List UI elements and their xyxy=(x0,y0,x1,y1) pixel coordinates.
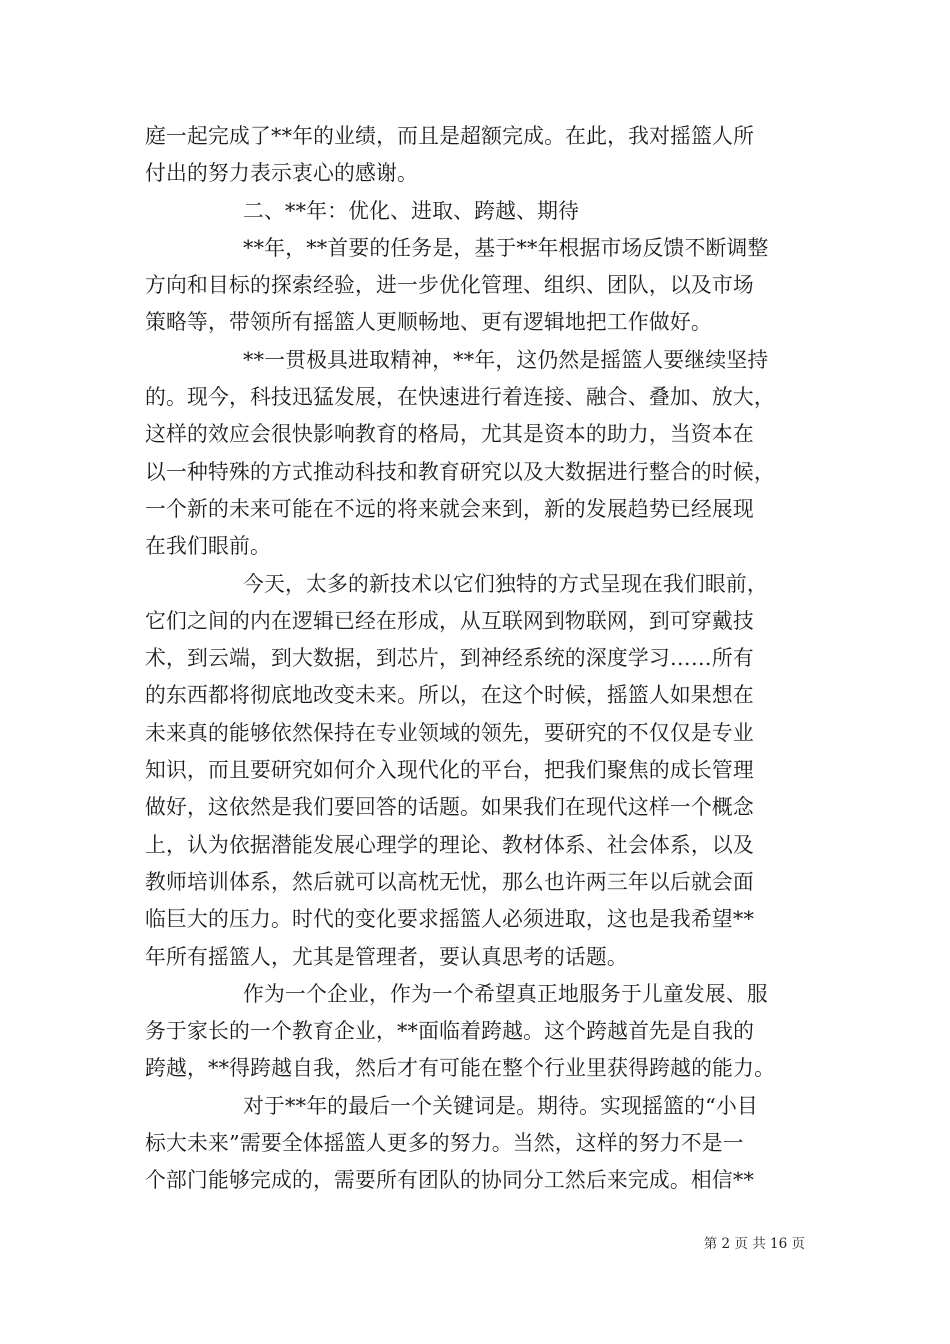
text-line: 这样的效应会很快影响教育的格局，尤其是资本的助力，当资本在 xyxy=(145,422,754,447)
text-line: 未来真的能够依然保持在专业领域的领先，要研究的不仅仅是专业 xyxy=(145,720,754,745)
text-line: 一个新的未来可能在不远的将来就会来到，新的发展趋势已经展现 xyxy=(145,496,754,521)
text-line: 教师培训体系，然后就可以高枕无忧，那么也许两三年以后就会面 xyxy=(145,869,754,894)
text-line: 的。现今，科技迅猛发展，在快速进行着连接、融合、叠加、放大， xyxy=(145,385,775,410)
text-line: 策略等，带领所有摇篮人更顺畅地、更有逻辑地把工作做好。 xyxy=(145,310,712,335)
text-line: 在我们眼前。 xyxy=(145,534,271,559)
text-line: 术，到云端，到大数据，到芯片，到神经系统的深度学习……所有 xyxy=(145,646,754,671)
page-number: 第 2 页 共 16 页 xyxy=(703,1236,805,1252)
text-line: 的东西都将彻底地改变未来。所以，在这个时候，摇篮人如果想在 xyxy=(145,683,754,708)
text-line: 以一种特殊的方式推动科技和教育研究以及大数据进行整合的时候， xyxy=(145,459,775,484)
text-line: 知识，而且要研究如何介入现代化的平台，把我们聚焦的成长管理 xyxy=(145,758,754,783)
text-line: 庭一起完成了**年的业绩，而且是超额完成。在此，我对摇篮人所 xyxy=(145,124,755,148)
text-line: 个部门能够完成的，需要所有团队的协同分工然后来完成。相信** xyxy=(145,1168,755,1193)
text-line: 付出的努力表示衷心的感谢。 xyxy=(145,161,418,186)
text-line: 标大未来”需要全体摇篮人更多的努力。当然，这样的努力不是一 xyxy=(145,1131,744,1156)
text-line: 临巨大的压力。时代的变化要求摇篮人必须进取，这也是我希望** xyxy=(145,907,755,932)
text-line: 方向和目标的探索经验，进一步优化管理、组织、团队，以及市场 xyxy=(145,273,754,298)
section-heading: 二、**年：优化、进取、跨越、期待 xyxy=(243,198,580,223)
text-line: 今天，太多的新技术以它们独特的方式呈现在我们眼前， xyxy=(243,571,768,596)
text-line: 年所有摇篮人，尤其是管理者，要认真思考的话题。 xyxy=(145,944,628,969)
document-body xyxy=(145,118,805,1200)
text-line: **一贯极具进取精神，**年，这仍然是摇篮人要继续坚持 xyxy=(243,347,769,372)
text-line: 对于**年的最后一个关键词是。期待。实现摇篮的“小目 xyxy=(243,1093,758,1118)
text-line: 它们之间的内在逻辑已经在形成，从互联网到物联网，到可穿戴技 xyxy=(145,608,754,633)
text-line: 作为一个企业，作为一个希望真正地服务于儿童发展、服 xyxy=(243,981,768,1006)
text-line: **年，**首要的任务是，基于**年根据市场反馈不断调整 xyxy=(243,235,769,260)
text-line: 做好，这依然是我们要回答的话题。如果我们在现代这样一个概念 xyxy=(145,795,754,820)
text-line: 务于家长的一个教育企业，**面临着跨越。这个跨越首先是自我的 xyxy=(145,1019,755,1044)
text-line: 上，认为依据潜能发展心理学的理论、教材体系、社会体系，以及 xyxy=(145,832,754,857)
text-line: 跨越，**得跨越自我，然后才有可能在整个行业里获得跨越的能力。 xyxy=(145,1056,776,1081)
